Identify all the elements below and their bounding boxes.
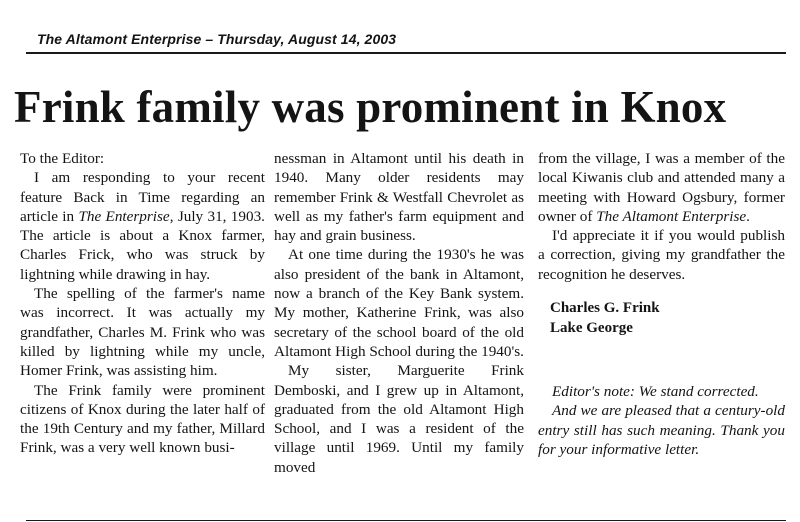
paragraph-5-cont: from the village, I was a member of the local Kiwanis club and attended many a meeting with Howard Ogsbury, former owner of The Altamont Enterprise.	[538, 150, 785, 225]
masthead	[37, 31, 396, 47]
issue-date: Thursday, August 14, 2003	[217, 31, 397, 47]
paragraph-5-start: My sister, Marguerite Frink Demboski, and I grew up in Altamont, graduated from the old Altamont High School, and I was a resident of the village until 1969. Until my family moved	[274, 362, 524, 476]
bottom-rule	[26, 520, 786, 521]
paragraph-3-cont: nessman in Altamont until his death in 1940. Many older residents may remember Frink & Westfall Chevrolet as well as my father's farm equipment and hay and grain business.	[274, 150, 524, 245]
signature-place: Lake George	[550, 320, 633, 337]
publication-reference: The Altamont Enterprise	[596, 207, 747, 225]
editors-note	[538, 382, 785, 459]
salutation: To the Editor:	[20, 150, 105, 167]
signature-name: Charles G. Frink	[550, 300, 660, 317]
editors-note-line-1: Editor's note: We stand corrected.	[552, 383, 759, 401]
publication-reference: The Enterprise	[78, 207, 170, 225]
article-column-1	[20, 149, 265, 458]
article-column-2	[274, 149, 524, 477]
publication-name: The Altamont Enterprise	[37, 31, 202, 47]
editors-note-line-2: And we are pleased that a century-old entry still has such meaning. Thank you for your informative letter.	[538, 402, 785, 458]
paragraph-6: I'd appreciate it if you would publish a correction, giving my grandfather the recognition he deserves.	[538, 227, 785, 283]
masthead-separator: –	[205, 31, 214, 47]
paragraph-2: The spelling of the farmer's name was incorrect. It was actually my grandfather, Charles M. Frink who was killed by lightning while my uncle, Homer Frink, was assisting him.	[20, 285, 265, 380]
signature	[538, 298, 785, 338]
paragraph-4: At one time during the 1930's he was also president of the bank in Altamont, now a branch of the Key Bank system. My mother, Katherine Frink, was also secretary of the school board of the old Altamont High School during the 1940's.	[274, 246, 524, 360]
article-column-3	[538, 149, 785, 459]
headline: Frink family was prominent in Knox	[14, 82, 727, 132]
paragraph-3-start: The Frink family were prominent citizens of Knox during the later half of the 19th Century and my father, Millard Frink, was a very well known busi-	[20, 381, 265, 457]
paragraph-1: I am responding to your recent feature Back in Time regarding an article in The Enterprise, July 31, 1903. The article is about a Knox farmer, Charles Frick, who was struck by lightning while drawing in hay.	[20, 169, 265, 283]
masthead-rule	[26, 52, 786, 54]
